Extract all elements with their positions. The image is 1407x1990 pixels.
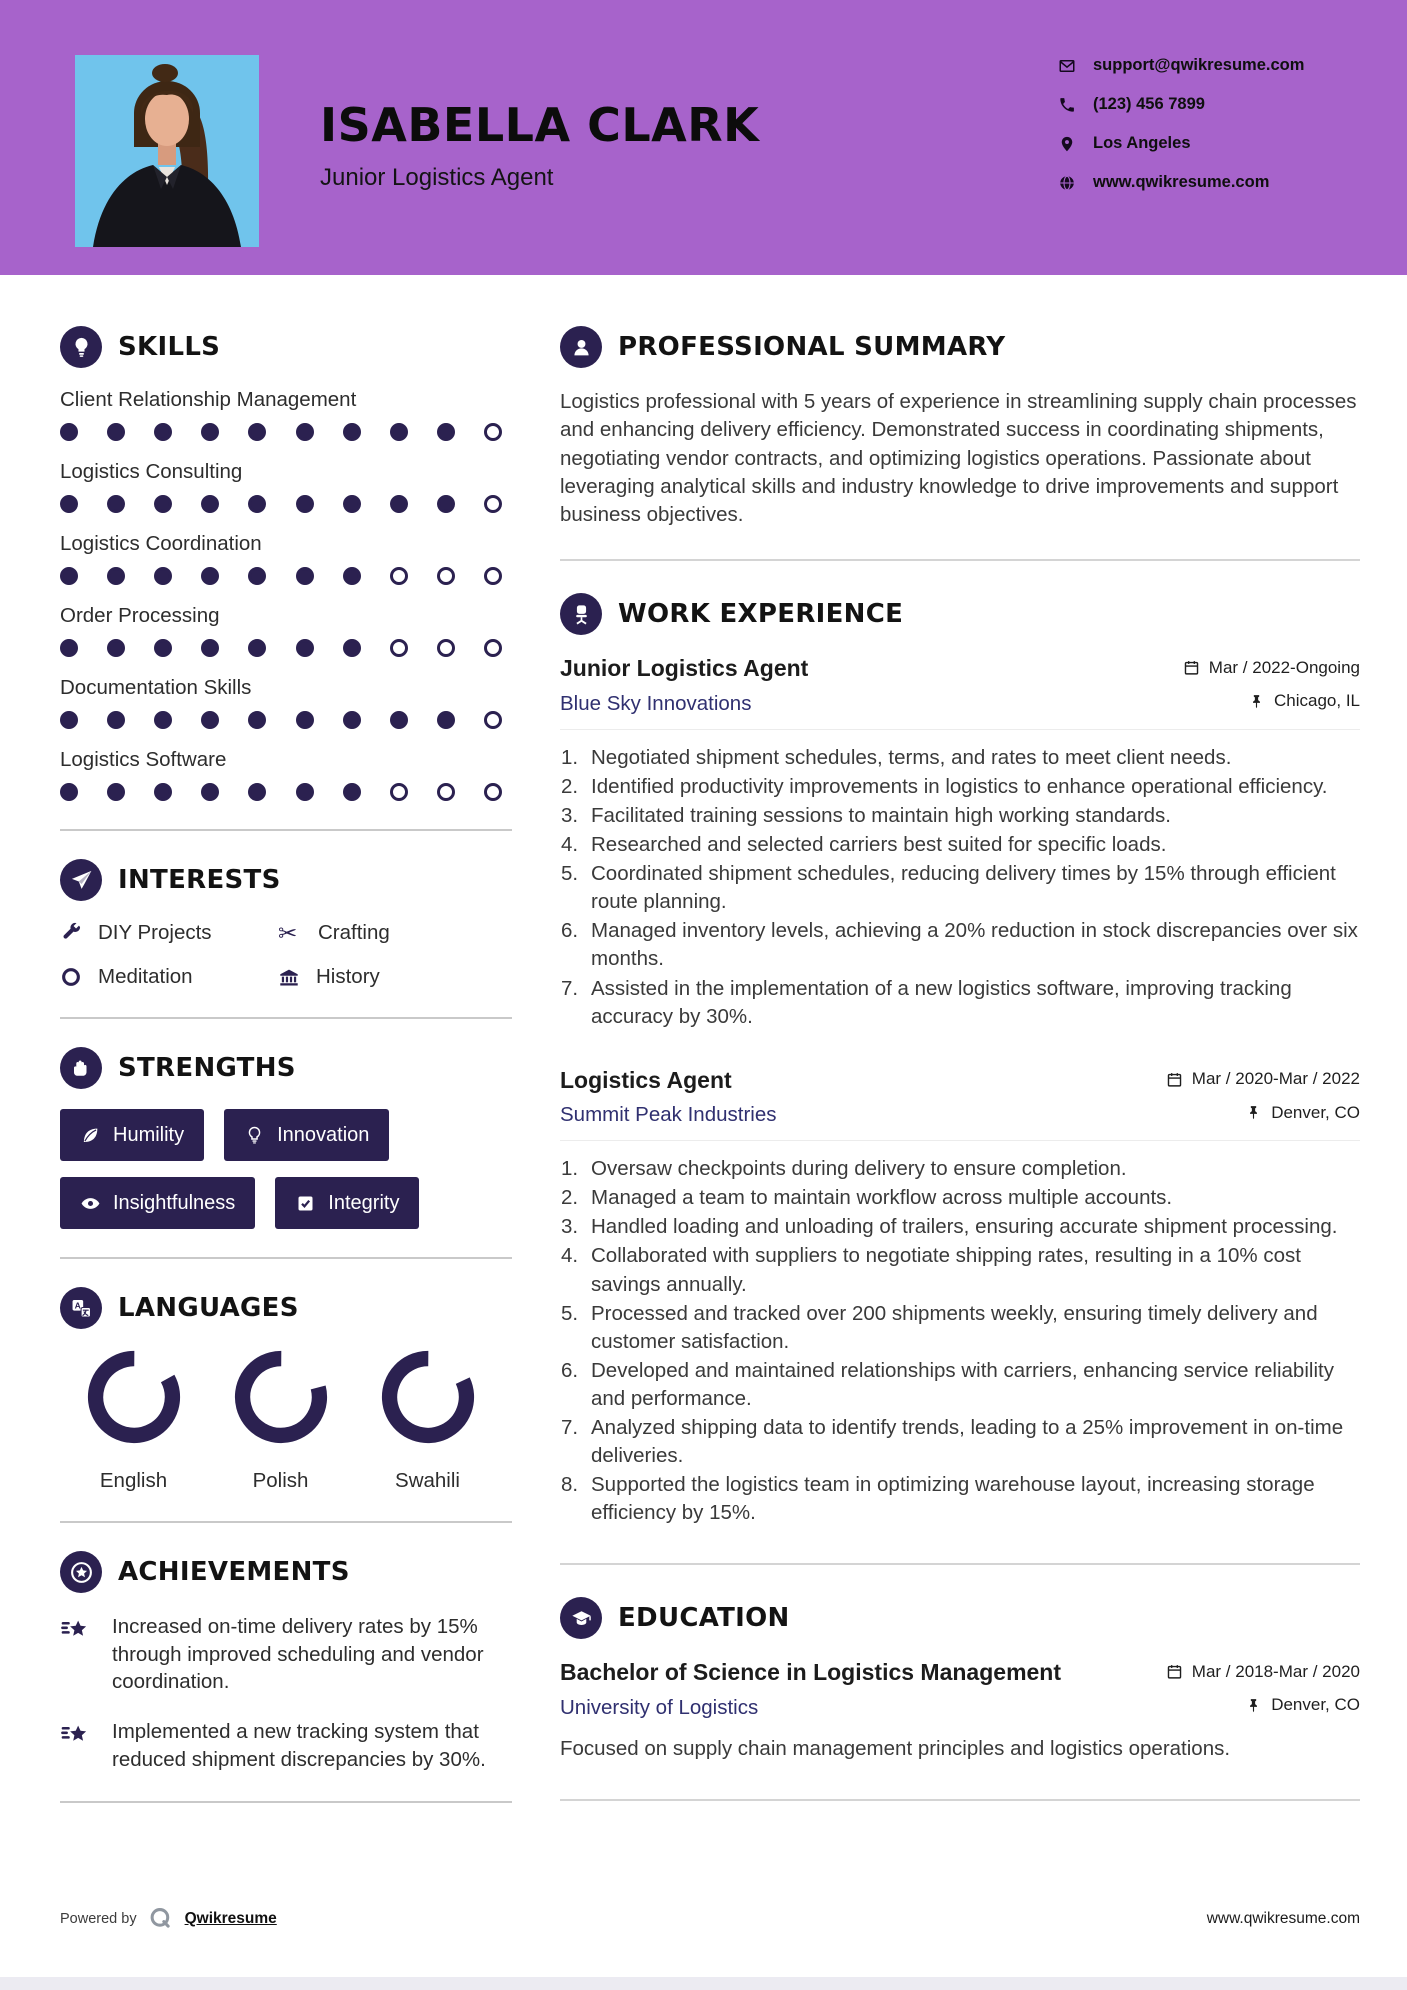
email-icon [1058, 57, 1076, 75]
education-entry [560, 1659, 1360, 1763]
rating-dot-filled [60, 423, 78, 441]
rating-dot-filled [343, 783, 361, 801]
rating-dot-empty [484, 567, 502, 585]
education-description: Focused on supply chain management principles and logistics operations. [560, 1736, 1231, 1760]
education-heading-label: EDUCATION [618, 1603, 790, 1634]
education-date [1166, 1662, 1360, 1682]
rating-dot-filled [248, 423, 266, 441]
summary-section-heading [560, 326, 1360, 368]
degree-title: Bachelor of Science in Logistics Management [560, 1659, 1062, 1686]
rating-dot-filled [296, 495, 314, 513]
language-label: English [99, 1469, 168, 1492]
rating-dot-filled [201, 783, 219, 801]
job-date-text: Mar / 2022-Ongoing [1208, 657, 1360, 677]
divider [560, 559, 1360, 561]
language-level-donut [86, 1349, 182, 1445]
contact-location-text: Los Angeles [1093, 134, 1191, 152]
school-name: University of Logistics [560, 1695, 759, 1719]
rating-dot-filled [201, 567, 219, 585]
job-bullet: Facilitated training sessions to maintain high working standards. [591, 804, 1171, 828]
interest-label: History [316, 965, 380, 988]
rating-dot-empty [437, 783, 455, 801]
lightbulb-icon [60, 326, 102, 368]
rating-dot-empty [484, 495, 502, 513]
rating-dot-empty [437, 639, 455, 657]
candidate-name: ISABELLA CLARK [320, 98, 760, 152]
skill-label: Documentation Skills [60, 676, 252, 699]
education-subhead [560, 1695, 1360, 1720]
rating-dot-filled [201, 711, 219, 729]
leaf-icon [80, 1125, 101, 1146]
job-subhead [560, 1103, 1360, 1142]
language-item [60, 1349, 207, 1493]
rating-dot-filled [154, 495, 172, 513]
contact-email-text: support@qwikresume.com [1093, 56, 1305, 74]
strengths-heading-label: STRENGTHS [118, 1053, 296, 1083]
skills-list [60, 388, 512, 801]
company-name: Blue Sky Innovations [560, 691, 752, 715]
strength-label: Humility [113, 1123, 185, 1146]
job-head [560, 1067, 1360, 1094]
rating-dot-filled [437, 495, 455, 513]
languages-list [60, 1349, 512, 1493]
eye-icon [80, 1193, 101, 1214]
calendar-icon [1166, 1071, 1183, 1088]
calendar-icon [1183, 659, 1200, 676]
identity-block [320, 98, 759, 192]
interest-label: Crafting [318, 921, 390, 944]
rating-dot-filled [60, 495, 78, 513]
job-head [560, 655, 1360, 682]
rating-dot-filled [154, 711, 172, 729]
rating-dot-filled [107, 567, 125, 585]
powered-by [60, 1906, 277, 1932]
rating-dot-filled [60, 783, 78, 801]
strength-badge [275, 1177, 419, 1229]
qwikresume-brand-link[interactable]: Qwikresume [184, 1910, 277, 1927]
job-entry [560, 655, 1360, 1030]
rating-dot-filled [107, 495, 125, 513]
pushpin-icon [1248, 693, 1265, 710]
company-name: Summit Peak Industries [560, 1103, 777, 1127]
skill-label: Logistics Consulting [60, 460, 243, 483]
job-subhead [560, 691, 1360, 730]
job-location [1248, 691, 1360, 711]
museum-icon [278, 966, 300, 988]
achievement-text: Implemented a new tracking system that reduced shipment discrepancies by 30%. [112, 1720, 486, 1771]
job-bullet: Managed inventory levels, achieving a 20% reduction in stock discrepancies over six months. [591, 919, 1358, 971]
education-location-text: Denver, CO [1271, 1695, 1360, 1715]
qwikresume-logo-icon [148, 1906, 174, 1932]
divider [60, 1257, 512, 1259]
job-bullet: Managed a team to maintain workflow across multiple accounts. [591, 1186, 1173, 1210]
languages-section-heading [60, 1287, 512, 1329]
pushpin-icon [1245, 1104, 1262, 1121]
fist-icon [60, 1047, 102, 1089]
rating-dot-empty [390, 567, 408, 585]
translate-icon [60, 1287, 102, 1329]
rating-dot-filled [390, 495, 408, 513]
contact-website-text: www.qwikresume.com [1093, 173, 1270, 191]
job-entry [560, 1067, 1360, 1528]
job-date-text: Mar / 2020-Mar / 2022 [1191, 1069, 1360, 1089]
education-section-heading [560, 1597, 1360, 1639]
shooting-star-icon [60, 1720, 92, 1752]
summary-heading-label: PROFESSIONAL SUMMARY [618, 332, 1006, 362]
job-bullet-list [560, 1155, 1360, 1527]
skills-heading-label: SKILLS [118, 332, 221, 362]
languages-heading-label: LANGUAGES [118, 1293, 299, 1323]
rating-dot-empty [484, 423, 502, 441]
achievements-section-heading [60, 1551, 512, 1593]
achievement-text: Increased on-time delivery rates by 15% through improved scheduling and vendor coordination. [112, 1615, 484, 1694]
bulb-icon [244, 1125, 265, 1146]
achievement-item [60, 1718, 512, 1773]
interest-item [278, 921, 512, 945]
rating-dot-filled [107, 423, 125, 441]
calendar-icon [1166, 1663, 1183, 1680]
location-icon [1058, 135, 1076, 153]
skills-section-heading [60, 326, 512, 368]
rating-dot-empty [484, 783, 502, 801]
shooting-star-icon [60, 1615, 92, 1647]
job-bullet: Researched and selected carriers best suited for specific loads. [591, 833, 1167, 857]
job-bullet: Identified productivity improvements in logistics to enhance operational efficiency. [591, 774, 1328, 798]
rating-dot-filled [201, 495, 219, 513]
divider [60, 1801, 512, 1803]
divider [60, 1017, 512, 1019]
rating-dot-filled [248, 567, 266, 585]
divider [560, 1563, 1360, 1565]
divider [560, 1799, 1360, 1801]
rating-dot-filled [60, 639, 78, 657]
job-bullet: Negotiated shipment schedules, terms, and rates to meet client needs. [591, 745, 1232, 769]
rating-dot-filled [154, 423, 172, 441]
strength-badge [60, 1109, 204, 1161]
education-head [560, 1659, 1360, 1686]
rating-dot-filled [296, 423, 314, 441]
contact-phone-text: (123) 456 7899 [1093, 95, 1205, 113]
page-bottom-strip [0, 1977, 1407, 1990]
job-title: Logistics Agent [560, 1066, 732, 1093]
language-level-donut [380, 1349, 476, 1445]
globe-icon [1058, 174, 1076, 192]
check-square-icon [295, 1193, 316, 1214]
skill-item [60, 604, 512, 657]
right-column [560, 326, 1360, 1833]
profile-photo-image [75, 55, 259, 247]
wrench-icon [60, 922, 82, 944]
job-bullet-list [560, 744, 1360, 1031]
skill-rating-dots [60, 711, 502, 729]
contact-location [1058, 134, 1304, 153]
rating-dot-filled [248, 495, 266, 513]
ring-icon [60, 966, 82, 988]
rating-dot-filled [437, 423, 455, 441]
rating-dot-filled [343, 567, 361, 585]
rating-dot-filled [296, 567, 314, 585]
rating-dot-filled [154, 639, 172, 657]
footer [60, 1906, 1360, 1932]
divider [60, 829, 512, 831]
achievements-heading-label: ACHIEVEMENTS [118, 1557, 350, 1587]
strength-badge [224, 1109, 389, 1161]
strength-label: Innovation [277, 1123, 370, 1146]
pushpin-icon [1245, 1697, 1262, 1714]
divider [60, 1521, 512, 1523]
strengths-section-heading [60, 1047, 512, 1089]
job-title: Junior Logistics Agent [560, 655, 809, 682]
strengths-badges [60, 1109, 512, 1229]
paper-plane-icon [60, 859, 102, 901]
education-location [1245, 1695, 1360, 1715]
rating-dot-filled [343, 495, 361, 513]
contact-phone[interactable] [1058, 95, 1304, 114]
interests-section-heading [60, 859, 512, 901]
job-bullet: Processed and tracked over 200 shipments weekly, ensuring timely delivery and customer satisfaction. [591, 1301, 1318, 1353]
strength-label: Integrity [328, 1191, 400, 1214]
rating-dot-filled [296, 639, 314, 657]
skill-label: Client Relationship Management [60, 388, 357, 411]
skill-rating-dots [60, 495, 502, 513]
job-bullet: Collaborated with suppliers to negotiate shipping rates, resulting in a 10% cost savings annually. [591, 1244, 1301, 1296]
rating-dot-filled [343, 639, 361, 657]
skill-item [60, 388, 512, 441]
language-label: Swahili [395, 1469, 460, 1492]
job-bullet: Coordinated shipment schedules, reducing delivery times by 15% through efficient route planning. [591, 862, 1336, 914]
skill-rating-dots [60, 423, 502, 441]
achievement-item [60, 1613, 512, 1696]
candidate-title: Junior Logistics Agent [320, 164, 554, 191]
strength-badge [60, 1177, 255, 1229]
rating-dot-filled [154, 783, 172, 801]
rating-dot-filled [60, 567, 78, 585]
achievements-list [60, 1613, 512, 1773]
rating-dot-filled [248, 639, 266, 657]
rating-dot-filled [296, 711, 314, 729]
skill-label: Logistics Software [60, 748, 227, 771]
contact-website[interactable] [1058, 173, 1304, 192]
strength-label: Insightfulness [113, 1191, 236, 1214]
job-location-text: Chicago, IL [1274, 691, 1360, 711]
skill-item [60, 460, 512, 513]
rating-dot-filled [154, 567, 172, 585]
skill-rating-dots [60, 639, 502, 657]
skill-item [60, 532, 512, 585]
interest-item [60, 921, 278, 945]
education-date-text: Mar / 2018-Mar / 2020 [1191, 1661, 1360, 1681]
medal-star-icon [60, 1551, 102, 1593]
rating-dot-filled [390, 711, 408, 729]
language-item [354, 1349, 501, 1493]
job-location-text: Denver, CO [1271, 1102, 1360, 1122]
interests-heading-label: INTERESTS [118, 865, 281, 895]
language-level-donut [233, 1349, 329, 1445]
powered-by-label: Powered by [60, 1911, 137, 1927]
interest-item [278, 965, 512, 989]
job-date [1183, 658, 1360, 678]
summary-text: Logistics professional with 5 years of experience in streamlining supply chain processes and enhancing delivery efficiency. Demonstrated success in coordinating shipments, negotiating vendor contracts, and optimizing logistics operations. Passionate about leveraging analytical skills and industry knowledge to drive improvements and support business objectives. [560, 390, 1357, 527]
experience-heading-label: WORK EXPERIENCE [618, 599, 904, 630]
interests-grid [60, 921, 512, 989]
job-bullet: Supported the logistics team in optimizing warehouse layout, increasing storage efficiency by 15%. [591, 1473, 1315, 1525]
job-bullet: Developed and maintained relationships with carriers, enhancing service reliability and performance. [591, 1358, 1334, 1410]
skill-item [60, 748, 512, 801]
rating-dot-filled [296, 783, 314, 801]
language-item [207, 1349, 354, 1493]
rating-dot-filled [201, 423, 219, 441]
scissors-icon: ✂ [278, 919, 298, 946]
rating-dot-filled [107, 711, 125, 729]
person-icon [560, 326, 602, 368]
rating-dot-filled [390, 423, 408, 441]
rating-dot-empty [484, 711, 502, 729]
left-column [60, 326, 512, 1831]
svg-text:A: A [74, 1299, 81, 1310]
office-chair-icon [560, 593, 602, 635]
skill-item [60, 676, 512, 729]
rating-dot-filled [248, 711, 266, 729]
rating-dot-filled [248, 783, 266, 801]
rating-dot-filled [107, 639, 125, 657]
job-bullet: Assisted in the implementation of a new logistics software, improving tracking accuracy by 30%. [591, 976, 1292, 1028]
rating-dot-filled [343, 711, 361, 729]
footer-site-url: www.qwikresume.com [1206, 1910, 1360, 1927]
rating-dot-empty [390, 783, 408, 801]
contact-email[interactable] [1058, 56, 1304, 75]
skill-label: Logistics Coordination [60, 532, 262, 555]
experience-section-heading [560, 593, 1360, 635]
job-bullet: Analyzed shipping data to identify trends, leading to a 25% improvement in on-time deliveries. [591, 1415, 1344, 1467]
language-label: Polish [252, 1469, 309, 1492]
graduation-icon [560, 1597, 602, 1639]
interest-item [60, 965, 278, 989]
rating-dot-empty [390, 639, 408, 657]
interest-label: Meditation [98, 965, 193, 988]
job-bullet: Handled loading and unloading of trailers, ensuring accurate shipment processing. [591, 1215, 1338, 1239]
rating-dot-filled [60, 711, 78, 729]
header-banner [0, 0, 1407, 275]
job-bullet: Oversaw checkpoints during delivery to ensure completion. [591, 1157, 1127, 1181]
profile-photo [75, 55, 259, 247]
rating-dot-empty [484, 639, 502, 657]
skill-label: Order Processing [60, 604, 220, 627]
skill-rating-dots [60, 567, 502, 585]
job-date [1166, 1069, 1360, 1089]
job-location [1245, 1103, 1360, 1123]
contact-list [1058, 56, 1304, 192]
rating-dot-filled [437, 711, 455, 729]
phone-icon [1058, 96, 1076, 114]
rating-dot-filled [107, 783, 125, 801]
rating-dot-filled [343, 423, 361, 441]
rating-dot-filled [201, 639, 219, 657]
skill-rating-dots [60, 783, 502, 801]
interest-label: DIY Projects [98, 921, 212, 944]
rating-dot-empty [437, 567, 455, 585]
